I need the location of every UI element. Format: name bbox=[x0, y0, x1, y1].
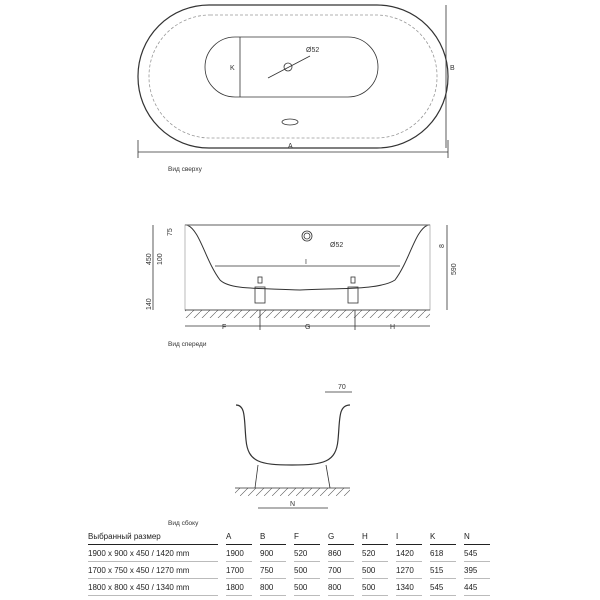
header-g: G bbox=[328, 532, 354, 545]
dim-8: 8 bbox=[439, 244, 446, 248]
cell: 1900 bbox=[226, 545, 252, 562]
table-header bbox=[88, 532, 490, 545]
cell: 545 bbox=[430, 579, 456, 596]
table-row bbox=[88, 545, 490, 562]
drain-label-front: Ø52 bbox=[330, 242, 344, 249]
dim-h-label: H bbox=[390, 324, 396, 331]
cell: 800 bbox=[260, 579, 286, 596]
caption-front-view: Вид спереди bbox=[168, 341, 207, 348]
cell: 618 bbox=[430, 545, 456, 562]
tub-outline-top bbox=[138, 5, 448, 148]
dim-a-label: A bbox=[288, 143, 293, 150]
overflow-icon bbox=[282, 119, 298, 125]
drain-icon bbox=[284, 63, 292, 71]
dim-g-label: G bbox=[305, 324, 311, 331]
caption-top-view: Вид сверху bbox=[168, 166, 202, 173]
table-row bbox=[88, 562, 490, 579]
cell: 500 bbox=[294, 562, 320, 579]
cell: 520 bbox=[294, 545, 320, 562]
header-h: H bbox=[362, 532, 388, 545]
cell: 700 bbox=[328, 562, 354, 579]
cell: 445 bbox=[464, 579, 490, 596]
header-k: K bbox=[430, 532, 456, 545]
dim-140: 140 bbox=[146, 298, 153, 310]
header-a: A bbox=[226, 532, 252, 545]
cell: 860 bbox=[328, 545, 354, 562]
dim-100: 100 bbox=[157, 253, 164, 265]
header-i: I bbox=[396, 532, 422, 545]
dim-450: 450 bbox=[146, 253, 153, 265]
dim-f-label: F bbox=[222, 324, 227, 331]
cell: 1800 x 800 x 450 / 1340 mm bbox=[88, 579, 218, 596]
dim-n: N bbox=[290, 501, 296, 508]
header-b: B bbox=[260, 532, 286, 545]
caption-side-view: Вид сбоку bbox=[168, 520, 199, 527]
front-view bbox=[146, 225, 458, 331]
cell: 1700 bbox=[226, 562, 252, 579]
cell: 1800 bbox=[226, 579, 252, 596]
cell: 1340 bbox=[396, 579, 422, 596]
cell: 800 bbox=[328, 579, 354, 596]
cell: 500 bbox=[362, 579, 388, 596]
cell: 1420 bbox=[396, 545, 422, 562]
cell: 500 bbox=[362, 562, 388, 579]
dim-i-label: I bbox=[305, 259, 307, 266]
cell: 500 bbox=[294, 579, 320, 596]
cell: 520 bbox=[362, 545, 388, 562]
cell: 1270 bbox=[396, 562, 422, 579]
cell: 1700 x 750 x 450 / 1270 mm bbox=[88, 562, 218, 579]
dim-k-label: K bbox=[230, 65, 235, 72]
size-table bbox=[80, 532, 498, 596]
header-f: F bbox=[294, 532, 320, 545]
dim-b-label: B bbox=[450, 65, 455, 72]
cell: 750 bbox=[260, 562, 286, 579]
top-view bbox=[138, 5, 455, 158]
cell: 1900 x 900 x 450 / 1420 mm bbox=[88, 545, 218, 562]
cell: 900 bbox=[260, 545, 286, 562]
cell: 545 bbox=[464, 545, 490, 562]
dim-70: 70 bbox=[338, 384, 346, 391]
table-row bbox=[88, 579, 490, 596]
header-n: N bbox=[464, 532, 490, 545]
drain-label: Ø52 bbox=[306, 47, 320, 54]
cell: 395 bbox=[464, 562, 490, 579]
header-size: Выбранный размер bbox=[88, 532, 218, 545]
dim-75: 75 bbox=[167, 228, 174, 236]
dim-590: 590 bbox=[451, 263, 458, 275]
cell: 515 bbox=[430, 562, 456, 579]
side-view bbox=[235, 384, 352, 508]
